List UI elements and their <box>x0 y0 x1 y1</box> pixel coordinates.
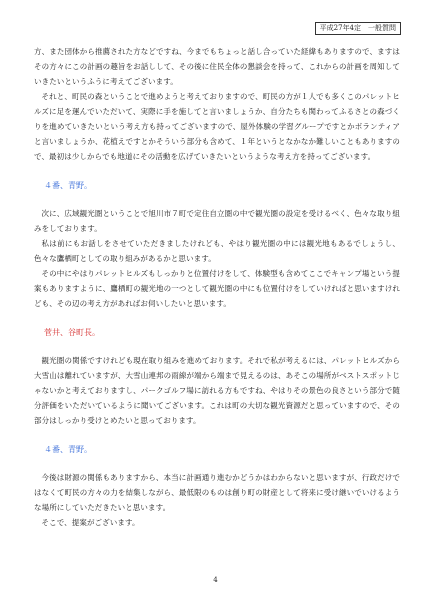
body-paragraph: その中にやはりパレットヒルズもしっかりと位置付けをして、体験型も含めてここでキャンプ場という提案もありますように、鷹栖町の観光地の一つとして観光圏の中にも位置付けをしていければと思いますけれども、その辺の考え方があればお伺いしたいと思います。 <box>34 269 400 308</box>
body-paragraph: それと、町民の森ということで進めようと考えておりますので、町民の方が１人でも多くこのパレットヒルズに足を運んでいただいて、実際に手を施してと言いましょうか、自分たちも関わってふるさとの森づくりを進めていきたいという考え方も持ってございますので、屋外体験の学習グループですとかボランティアと言いましょうか、花植えですとかそういう部分も含めて、１年というとなかなか難しいこともありますので、最初は少しからでも地道にその活動を広げていきたいというような考え方を持ってございます。 <box>34 92 400 161</box>
page-number: 4 <box>213 576 218 584</box>
document-body <box>34 44 400 530</box>
body-paragraph: 次に、広域観光圏ということで旭川市７町で定住自立圏の中で観光圏の設定を受けるべく、色々な取り組みをしております。 <box>34 209 400 233</box>
body-paragraph: 私は前にもお話しをさせていただきましたけれども、やはり観光圏の中には観光地もあるでしょうし、色々な鷹栖町としての取り組みがあるかと思います。 <box>34 239 400 263</box>
speaker-label: ４番、青野。 <box>44 181 92 190</box>
body-paragraph: 今後は財源の関係もありますから、本当に計画通り進むかどうかはわからないと思いますが、行政だけではなくて町民の方々の力を結集しながら、最低限のものは創り町の財産として将来に受け継いでいけるような場所にしていただきたいと思います。 <box>34 473 400 512</box>
speaker-label: ４番、青野。 <box>44 445 92 454</box>
body-paragraph: 方、また団体から推薦された方などですね、今までもちょっと話し合っていた経緯もありますので、ますはその方々にこの計画の趣旨をお話しして、その後に住民全体の懇談会を持って、これからの計画を周知していきたいというふうに考えてございます。 <box>34 47 400 86</box>
body-paragraph: そこで、提案がございます。 <box>41 518 140 527</box>
body-paragraph: 観光圏の関係ですけれども現在取り組みを進めております。それで私が考えるには、パレットヒルズから大雪山は離れていますが、大雪山連邦の雨線が端から端まで見えるのは、あそこの場所がベストスポットじゃないかと考えておりますし、パークゴルフ場に訪れる方もですね、やはりその景色の良さという部分で随分評価をいただいているように聞いてございます。これは町の大切な観光資源だと思っていますので、その部分はしっかり受けとめたいと思っております。 <box>34 356 400 425</box>
document-header-label: 平成27年4定 一般質問 <box>315 22 401 35</box>
speaker-label: 菅井、谷町長。 <box>44 328 100 337</box>
